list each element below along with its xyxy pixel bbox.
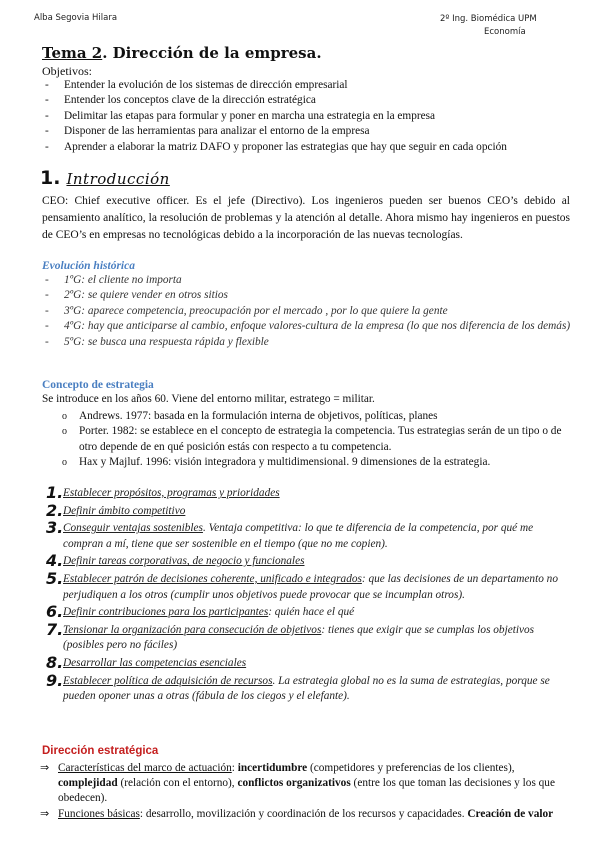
dimension-item (46, 484, 574, 502)
evolution-item: - 4ºG: hay que anticiparse al cambio, enfoque valores-cultura de la empresa (lo que nos diferencia de los demás) (64, 319, 572, 334)
strategy-heading: Concepto de estrategia (42, 379, 154, 391)
dimension-number: 2. (46, 500, 64, 520)
dimension-rest: : quién hace el qué (268, 606, 355, 619)
direction-bullet-label: Funciones básicas (58, 808, 140, 820)
header-author: Alba Segovia Hilara (34, 13, 118, 23)
dimension-number: 3. (46, 518, 64, 538)
evolution-item: - 5ºG: se busca una respuesta rápida y flexible (64, 335, 572, 350)
objective-item: - Aprender a elaborar la matriz DAFO y proponer las estrategias que hay que seguir en cada opción (64, 140, 574, 155)
dimension-item (46, 519, 574, 552)
strategy-list (79, 409, 569, 471)
dimension-number: 4. (46, 551, 64, 571)
section-number: 1. (40, 167, 61, 189)
dimension-number: 5. (46, 568, 64, 588)
evolution-item: - 3ºG: aparece competencia, preocupación por el mercado , por lo que quiere la gente (64, 304, 572, 319)
dimension-key: Tensionar la organización para consecución de objetivos (63, 623, 322, 636)
section-title: Introducción (66, 170, 170, 188)
dimension-number: 1. (46, 483, 64, 502)
title-label: Tema 2 (42, 44, 103, 62)
dimension-number: 6. (46, 602, 64, 622)
direction-bold: conflictos organizativos (237, 777, 351, 789)
section-heading-intro (40, 167, 170, 189)
dimension-rest: : tienes que exigir que se cumplas los objetivos (posibles pero no fáciles) (63, 623, 535, 652)
dimension-number: 9. (46, 670, 64, 690)
evolution-heading: Evolución histórica (42, 260, 135, 272)
strategy-item: o Andrews. 1977: basada en la formulación interna de objetivos, políticas, planes (79, 409, 569, 424)
dimension-rest: . La estrategia global no es la suma de estrategias, porque se pueden oponer unas a otras (fábula de los ciegos y el elefante). (63, 674, 550, 703)
direction-text: (competidores y preferencias de los clientes), (307, 762, 515, 774)
title-text: . Dirección de la empresa. (102, 44, 322, 62)
direction-bold: incertidumbre (237, 762, 308, 774)
strategy-intro: Se introduce en los años 60. Viene del entorno militar, estratego = militar. (42, 393, 375, 405)
dimension-key: Definir contribuciones para los participantes (63, 606, 269, 619)
evolution-list (64, 273, 572, 350)
dimension-item (46, 621, 574, 654)
objective-item: - Entender los conceptos clave de la dirección estratégica (64, 93, 574, 108)
objectives-list (64, 78, 574, 155)
dimension-item (46, 654, 574, 672)
dimensions-list (46, 484, 574, 705)
direction-text: : desarrollo, movilización y coordinación de los recursos y capacidades. (139, 808, 468, 820)
dimension-key: Desarrollar las competencias esenciales (63, 656, 247, 669)
strategy-item: o Porter. 1982: se establece en el concepto de estrategia la competencia. Tus estrategias serán de un tipo o de otro depende de en qué posición estás con respecto a tu competencia. (79, 424, 569, 455)
direction-bullet (40, 761, 570, 806)
direction-bold: complejidad (58, 777, 118, 789)
dimension-key: Definir ámbito competitivo (63, 504, 186, 517)
page-title (42, 44, 322, 62)
dimension-number: 7. (46, 619, 64, 639)
dimension-rest: . Ventaja competitiva: lo que te diferencia de la competencia, por qué me compran a mí, tiene que ser sostenible en el tiempo (que no me copien). (63, 522, 534, 550)
intro-paragraph: CEO: Chief executive officer. Es el jefe (Directivo). Los ingenieros pueden ser buenos CEO’s debido al pensamiento analítico, la resolución de problemas y la atención al detalle. Ahora mismo hay ingenieros en puestos de CEO’s en empresas no tecnológicas debido a la incorporación de las nuevas tecnologías. (42, 195, 570, 241)
objectives-heading: Objetivos: (42, 64, 92, 78)
dimension-key: Establecer patrón de decisiones coherente, unificado e integrados (63, 572, 362, 585)
direction-bullet (40, 807, 570, 822)
dimension-item (46, 672, 574, 705)
objective-item: - Delimitar las etapas para formular y poner en marcha una estrategia en la empresa (64, 109, 574, 124)
header-course: 2º Ing. Biomédica UPM (440, 14, 537, 24)
direction-bullet-label: Características del marco de actuación (58, 762, 232, 774)
dimension-key: Definir tareas corporativas, de negocio y funcionales (63, 555, 305, 568)
dimension-key: Conseguir ventajas sostenibles (63, 522, 203, 535)
objective-item: - Disponer de las herramientas para analizar el entorno de la empresa (64, 124, 574, 139)
dimension-key: Establecer propósitos, programas y prioridades (63, 487, 280, 499)
dimension-item (46, 502, 574, 520)
dimension-item (46, 552, 574, 570)
dimension-item (46, 570, 574, 603)
evolution-item: - 1ºG: el cliente no importa (64, 273, 572, 288)
objective-item: - Entender la evolución de los sistemas de dirección empresarial (64, 78, 574, 93)
header-subject: Economía (484, 27, 526, 37)
dimension-number: 8. (46, 652, 64, 672)
arrow-bullet-icon: ⇒ (40, 808, 50, 820)
direction-text: : (231, 762, 238, 774)
direction-text: (entre los que toman las decisiones y los que obedecen). (58, 777, 555, 804)
direction-bold: Creación de valor (467, 808, 554, 820)
evolution-item: - 2ºG: se quiere vender en otros sitios (64, 288, 572, 303)
dimension-key: Establecer política de adquisición de recursos (63, 674, 273, 687)
direction-text: (relación con el entorno), (117, 777, 238, 789)
direction-heading: Dirección estratégica (42, 745, 159, 757)
strategy-item: o Hax y Majluf. 1996: visión integradora y multidimensional. 9 dimensiones de la estrategia. (79, 455, 569, 470)
dimension-rest: : que las decisiones de un departamento no perjudiquen a los otros (cumplir unos objetivos puede provocar que se incumplan otros). (63, 572, 558, 601)
dimension-item (46, 603, 574, 621)
header-course-block (440, 13, 537, 39)
arrow-bullet-icon: ⇒ (40, 762, 50, 774)
